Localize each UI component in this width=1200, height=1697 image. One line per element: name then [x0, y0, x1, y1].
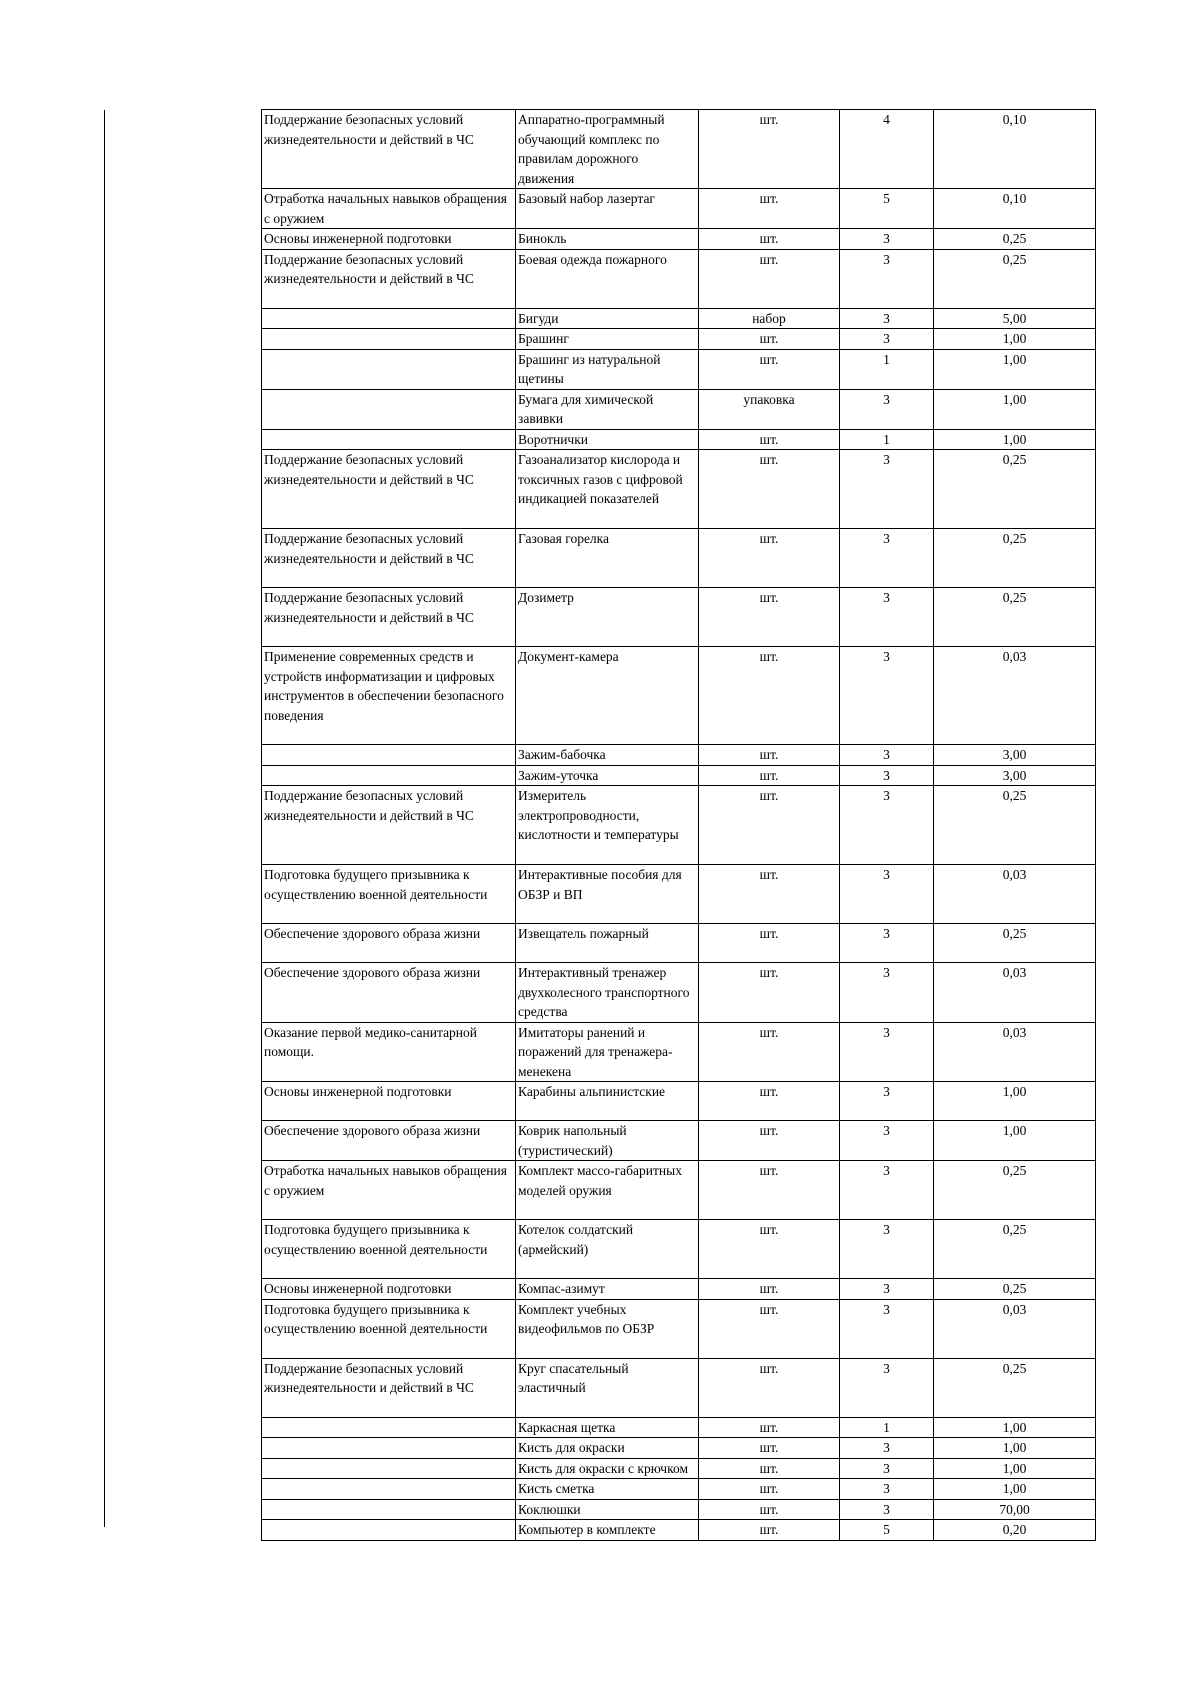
quantity-cell: 3	[840, 1161, 934, 1220]
quantity-cell: 3	[840, 1458, 934, 1479]
table-row	[262, 865, 1096, 924]
item-name-cell: Кисть сметка	[516, 1479, 699, 1500]
section-cell	[262, 1520, 516, 1541]
section-cell: Обеспечение здорового образа жизни	[262, 1121, 516, 1161]
item-name-cell: Комплект учебных видеофильмов по ОБЗР	[516, 1299, 699, 1358]
norm-cell: 0,25	[934, 588, 1096, 647]
norm-cell: 0,20	[934, 1520, 1096, 1541]
section-cell	[262, 1417, 516, 1438]
quantity-cell: 3	[840, 1022, 934, 1082]
unit-cell: шт.	[699, 1121, 840, 1161]
norm-cell: 0,03	[934, 647, 1096, 745]
quantity-cell: 3	[840, 588, 934, 647]
norm-cell: 1,00	[934, 1121, 1096, 1161]
norm-cell: 0,25	[934, 1358, 1096, 1417]
table-row	[262, 1479, 1096, 1500]
item-name-cell: Документ-камера	[516, 647, 699, 745]
norm-cell: 0,25	[934, 1279, 1096, 1300]
unit-cell: шт.	[699, 647, 840, 745]
table-row	[262, 389, 1096, 429]
page-margin-line	[104, 110, 105, 1527]
norm-cell: 0,03	[934, 963, 1096, 1023]
table-row	[262, 1520, 1096, 1541]
table-row	[262, 963, 1096, 1023]
unit-cell: шт.	[699, 349, 840, 389]
table-row	[262, 1082, 1096, 1121]
quantity-cell: 3	[840, 1279, 934, 1300]
table-row	[262, 429, 1096, 450]
quantity-cell: 3	[840, 249, 934, 308]
section-cell	[262, 429, 516, 450]
item-name-cell: Измеритель электропроводности, кислотности и температуры	[516, 786, 699, 865]
table-row	[262, 189, 1096, 229]
item-name-cell: Интерактивные пособия для ОБЗР и ВП	[516, 865, 699, 924]
table-row	[262, 249, 1096, 308]
item-name-cell: Компас-азимут	[516, 1279, 699, 1300]
norm-cell: 0,25	[934, 786, 1096, 865]
quantity-cell: 3	[840, 1438, 934, 1459]
norm-cell: 0,25	[934, 450, 1096, 529]
table-row	[262, 529, 1096, 588]
table-row	[262, 1279, 1096, 1300]
section-cell: Обеспечение здорового образа жизни	[262, 963, 516, 1023]
table-row	[262, 110, 1096, 189]
norm-cell: 1,00	[934, 329, 1096, 350]
item-name-cell: Зажим-бабочка	[516, 745, 699, 766]
unit-cell: шт.	[699, 1438, 840, 1459]
unit-cell: шт.	[699, 765, 840, 786]
norm-cell: 0,03	[934, 1022, 1096, 1082]
unit-cell: упаковка	[699, 389, 840, 429]
norm-cell: 3,00	[934, 745, 1096, 766]
unit-cell: шт.	[699, 110, 840, 189]
unit-cell: шт.	[699, 588, 840, 647]
item-name-cell: Интерактивный тренажер двухколесного транспортного средства	[516, 963, 699, 1023]
section-cell: Оказание первой медико-санитарной помощи.	[262, 1022, 516, 1082]
section-cell	[262, 1438, 516, 1459]
section-cell: Основы инженерной подготовки	[262, 1279, 516, 1300]
section-cell	[262, 745, 516, 766]
item-name-cell: Кисть для окраски с крючком	[516, 1458, 699, 1479]
quantity-cell: 3	[840, 765, 934, 786]
equipment-table	[261, 109, 1096, 1541]
unit-cell: шт.	[699, 1417, 840, 1438]
quantity-cell: 3	[840, 1358, 934, 1417]
item-name-cell: Бигуди	[516, 308, 699, 329]
item-name-cell: Боевая одежда пожарного	[516, 249, 699, 308]
section-cell: Поддержание безопасных условий жизнедеятельности и действий в ЧС	[262, 786, 516, 865]
section-cell	[262, 1458, 516, 1479]
quantity-cell: 5	[840, 1520, 934, 1541]
table-row	[262, 329, 1096, 350]
norm-cell: 1,00	[934, 1458, 1096, 1479]
section-cell: Обеспечение здорового образа жизни	[262, 924, 516, 963]
section-cell: Поддержание безопасных условий жизнедеятельности и действий в ЧС	[262, 588, 516, 647]
quantity-cell: 3	[840, 865, 934, 924]
table-row	[262, 647, 1096, 745]
item-name-cell: Котелок солдатский (армейский)	[516, 1220, 699, 1279]
quantity-cell: 1	[840, 349, 934, 389]
table-row	[262, 349, 1096, 389]
table-row	[262, 786, 1096, 865]
item-name-cell: Брашинг из натуральной щетины	[516, 349, 699, 389]
unit-cell: шт.	[699, 1520, 840, 1541]
unit-cell: шт.	[699, 963, 840, 1023]
unit-cell: шт.	[699, 1279, 840, 1300]
section-cell: Поддержание безопасных условий жизнедеятельности и действий в ЧС	[262, 249, 516, 308]
norm-cell: 0,25	[934, 229, 1096, 250]
quantity-cell: 3	[840, 450, 934, 529]
section-cell	[262, 1499, 516, 1520]
section-cell: Поддержание безопасных условий жизнедеятельности и действий в ЧС	[262, 1358, 516, 1417]
quantity-cell: 3	[840, 786, 934, 865]
quantity-cell: 3	[840, 308, 934, 329]
table-row	[262, 1299, 1096, 1358]
unit-cell: шт.	[699, 189, 840, 229]
table-row	[262, 308, 1096, 329]
quantity-cell: 3	[840, 963, 934, 1023]
section-cell: Отработка начальных навыков обращения с оружием	[262, 189, 516, 229]
unit-cell: шт.	[699, 1220, 840, 1279]
quantity-cell: 3	[840, 924, 934, 963]
unit-cell: шт.	[699, 1082, 840, 1121]
unit-cell: шт.	[699, 1479, 840, 1500]
unit-cell: шт.	[699, 1299, 840, 1358]
norm-cell: 0,25	[934, 249, 1096, 308]
quantity-cell: 5	[840, 189, 934, 229]
item-name-cell: Воротнички	[516, 429, 699, 450]
norm-cell: 70,00	[934, 1499, 1096, 1520]
quantity-cell: 3	[840, 1082, 934, 1121]
item-name-cell: Коврик напольный (туристический)	[516, 1121, 699, 1161]
section-cell: Подготовка будущего призывника к осуществлению военной деятельности	[262, 1220, 516, 1279]
table-row	[262, 1358, 1096, 1417]
unit-cell: шт.	[699, 745, 840, 766]
section-cell: Поддержание безопасных условий жизнедеятельности и действий в ЧС	[262, 529, 516, 588]
quantity-cell: 1	[840, 1417, 934, 1438]
table-row	[262, 1161, 1096, 1220]
item-name-cell: Кисть для окраски	[516, 1438, 699, 1459]
quantity-cell: 3	[840, 529, 934, 588]
section-cell: Отработка начальных навыков обращения с оружием	[262, 1161, 516, 1220]
item-name-cell: Аппаратно-программный обучающий комплекс по правилам дорожного движения	[516, 110, 699, 189]
quantity-cell: 3	[840, 329, 934, 350]
norm-cell: 0,25	[934, 1161, 1096, 1220]
item-name-cell: Газоанализатор кислорода и токсичных газов с цифровой индикацией показателей	[516, 450, 699, 529]
section-cell	[262, 329, 516, 350]
table-row	[262, 924, 1096, 963]
quantity-cell: 3	[840, 389, 934, 429]
section-cell	[262, 765, 516, 786]
norm-cell: 0,10	[934, 110, 1096, 189]
item-name-cell: Бинокль	[516, 229, 699, 250]
unit-cell: шт.	[699, 429, 840, 450]
unit-cell: шт.	[699, 529, 840, 588]
unit-cell: шт.	[699, 1358, 840, 1417]
item-name-cell: Круг спасательный эластичный	[516, 1358, 699, 1417]
section-cell: Основы инженерной подготовки	[262, 1082, 516, 1121]
norm-cell: 1,00	[934, 1438, 1096, 1459]
quantity-cell: 3	[840, 647, 934, 745]
item-name-cell: Компьютер в комплекте	[516, 1520, 699, 1541]
section-cell	[262, 389, 516, 429]
norm-cell: 0,10	[934, 189, 1096, 229]
norm-cell: 1,00	[934, 429, 1096, 450]
norm-cell: 3,00	[934, 765, 1096, 786]
quantity-cell: 1	[840, 429, 934, 450]
table-row	[262, 1458, 1096, 1479]
norm-cell: 0,03	[934, 865, 1096, 924]
quantity-cell: 3	[840, 1499, 934, 1520]
item-name-cell: Брашинг	[516, 329, 699, 350]
section-cell	[262, 1479, 516, 1500]
table-row	[262, 1022, 1096, 1082]
item-name-cell: Дозиметр	[516, 588, 699, 647]
table-row	[262, 229, 1096, 250]
quantity-cell: 3	[840, 1220, 934, 1279]
item-name-cell: Извещатель пожарный	[516, 924, 699, 963]
item-name-cell: Карабины альпинистские	[516, 1082, 699, 1121]
table-row	[262, 1417, 1096, 1438]
norm-cell: 1,00	[934, 1479, 1096, 1500]
section-cell: Подготовка будущего призывника к осуществлению военной деятельности	[262, 865, 516, 924]
item-name-cell: Газовая горелка	[516, 529, 699, 588]
norm-cell: 5,00	[934, 308, 1096, 329]
section-cell: Поддержание безопасных условий жизнедеятельности и действий в ЧС	[262, 110, 516, 189]
section-cell	[262, 349, 516, 389]
unit-cell: шт.	[699, 786, 840, 865]
norm-cell: 1,00	[934, 389, 1096, 429]
unit-cell: шт.	[699, 1022, 840, 1082]
section-cell: Применение современных средств и устройств информатизации и цифровых инструментов в обеспечении безопасного поведения	[262, 647, 516, 745]
unit-cell: набор	[699, 308, 840, 329]
item-name-cell: Зажим-уточка	[516, 765, 699, 786]
item-name-cell: Имитаторы ранений и поражений для тренажера-менекена	[516, 1022, 699, 1082]
unit-cell: шт.	[699, 249, 840, 308]
table-row	[262, 1220, 1096, 1279]
item-name-cell: Комплект массо-габаритных моделей оружия	[516, 1161, 699, 1220]
quantity-cell: 3	[840, 229, 934, 250]
norm-cell: 1,00	[934, 1417, 1096, 1438]
unit-cell: шт.	[699, 1458, 840, 1479]
quantity-cell: 3	[840, 1479, 934, 1500]
quantity-cell: 3	[840, 745, 934, 766]
quantity-cell: 3	[840, 1299, 934, 1358]
norm-cell: 0,25	[934, 529, 1096, 588]
item-name-cell: Коклюшки	[516, 1499, 699, 1520]
quantity-cell: 3	[840, 1121, 934, 1161]
item-name-cell: Базовый набор лазертаг	[516, 189, 699, 229]
unit-cell: шт.	[699, 865, 840, 924]
unit-cell: шт.	[699, 1499, 840, 1520]
section-cell: Поддержание безопасных условий жизнедеятельности и действий в ЧС	[262, 450, 516, 529]
norm-cell: 0,25	[934, 1220, 1096, 1279]
unit-cell: шт.	[699, 329, 840, 350]
norm-cell: 0,03	[934, 1299, 1096, 1358]
unit-cell: шт.	[699, 229, 840, 250]
table-row	[262, 1121, 1096, 1161]
unit-cell: шт.	[699, 450, 840, 529]
unit-cell: шт.	[699, 924, 840, 963]
norm-cell: 0,25	[934, 924, 1096, 963]
table-row	[262, 765, 1096, 786]
quantity-cell: 4	[840, 110, 934, 189]
unit-cell: шт.	[699, 1161, 840, 1220]
table-row	[262, 1499, 1096, 1520]
item-name-cell: Каркасная щетка	[516, 1417, 699, 1438]
table-row	[262, 450, 1096, 529]
table-row	[262, 1438, 1096, 1459]
table-row	[262, 745, 1096, 766]
table-row	[262, 588, 1096, 647]
section-cell: Подготовка будущего призывника к осуществлению военной деятельности	[262, 1299, 516, 1358]
norm-cell: 1,00	[934, 349, 1096, 389]
section-cell: Основы инженерной подготовки	[262, 229, 516, 250]
norm-cell: 1,00	[934, 1082, 1096, 1121]
item-name-cell: Бумага для химической завивки	[516, 389, 699, 429]
section-cell	[262, 308, 516, 329]
